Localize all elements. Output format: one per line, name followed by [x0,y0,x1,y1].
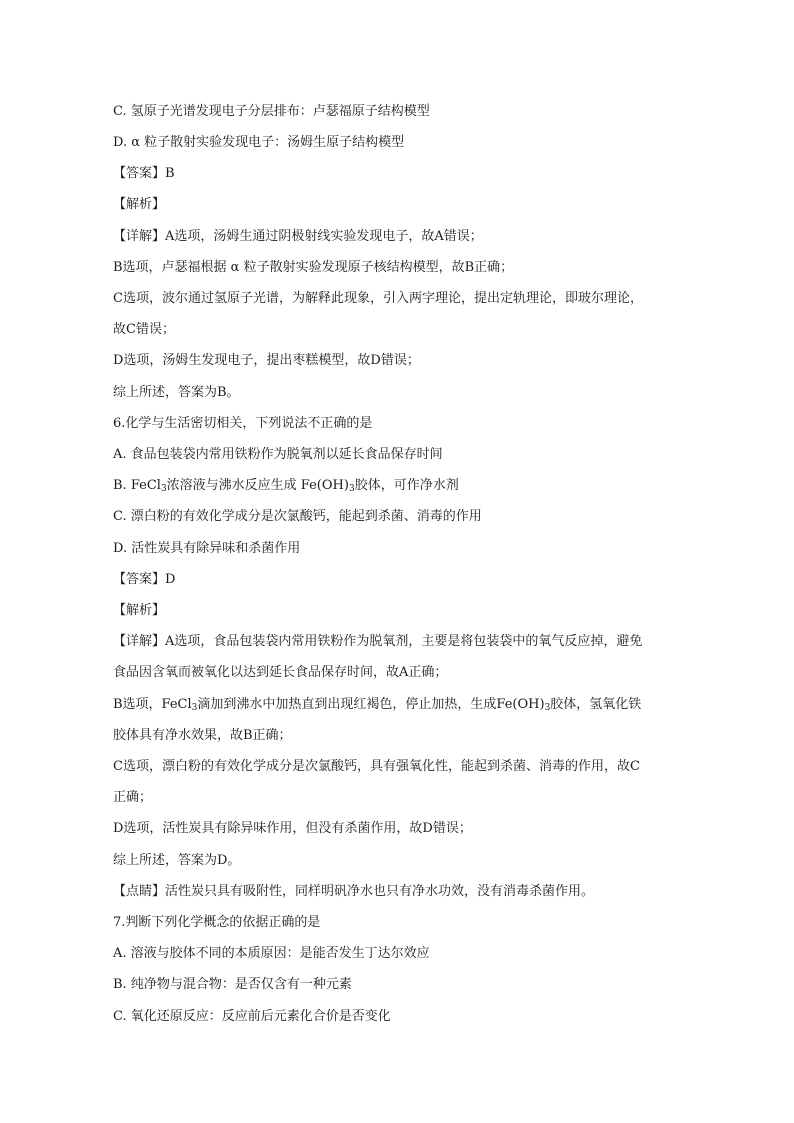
q5-detail-line-2: B选项，卢瑟福根据 α 粒子散射实验发现原子核结构模型，故B正确； [113,260,514,275]
q6-option-a: A. 食品包装袋内常用铁粉作为脱氧剂以延长食品保存时间 [113,447,443,462]
q6-detail-line-4: 胶体具有净水效果，故B正确； [113,728,292,743]
q6-option-b-subscript-2: 3 [348,484,355,494]
q7-stem: 7.判断下列化学概念的依据正确的是 [113,915,321,930]
q7-option-b: B. 纯净物与混合物：是否仅含有一种元素 [113,977,352,992]
q6-option-b-part-3: 胶体，可作净水剂 [354,478,459,493]
q6-option-b-subscript-1: 3 [160,484,167,494]
q7-option-c: C. 氧化还原反应：反应前后元素化合价是否变化 [113,1009,391,1024]
q5-detail-line-5: D选项，汤姆生发现电子，提出枣糕模型，故D错误； [113,353,420,368]
q5-option-d: D. α 粒子散射实验发现电子：汤姆生原子结构模型 [113,135,405,150]
q6-detail-line-2: 食品因含氧而被氧化以达到延长食品保存时间，故A正确； [113,665,448,680]
q6-option-d: D. 活性炭具有除异味和杀菌作用 [113,541,301,556]
q6-analysis-heading: 【解析】 [113,603,166,618]
q6-summary: 综上所述，答案为D。 [113,853,241,868]
q6-note: 【点睛】活性炭只具有吸附性，同样明矾净水也只有净水功效，没有消毒杀菌作用。 [113,884,595,899]
q6-detail-line-1: 【详解】A选项，食品包装袋内常用铁粉作为脱氧剂，主要是将包装袋中的氧气反应掉，避免 [113,634,643,649]
q7-option-a: A. 溶液与胶体不同的本质原因：是能否发生丁达尔效应 [113,946,430,961]
q6-option-b-part-2: 浓溶液与沸水反应生成 Fe(OH) [166,478,349,493]
q5-analysis-heading: 【解析】 [113,197,166,212]
q5-option-c: C. 氢原子光谱发现电子分层排布：卢瑟福原子结构模型 [113,104,430,119]
q6-stem: 6.化学与生活密切相关，下列说法不正确的是 [113,416,373,431]
q6-option-b [113,477,459,495]
q6-answer: 【答案】D [113,572,176,587]
q6-detail-3-subscript-2: 3 [544,703,551,713]
q5-summary: 综上所述，答案为B。 [113,385,240,400]
q6-option-b-part-1: B. FeCl [113,478,161,493]
q6-detail-3-part-1: B选项，FeCl [113,697,192,712]
q6-option-c: C. 漂白粉的有效化学成分是次氯酸钙，能起到杀菌、消毒的作用 [113,509,482,524]
q6-detail-line-7: D选项，活性炭具有除异味作用，但没有杀菌作用，故D错误； [113,821,472,836]
q6-detail-line-5: C选项，漂白粉的有效化学成分是次氯酸钙，具有强氧化性，能起到杀菌、消毒的作用，故C [113,759,640,774]
q5-detail-line-3: C选项，波尔通过氢原子光谱，为解释此现象，引入两字理论，提出定轨理论，即玻尔理论， [113,291,643,306]
q6-detail-line-6: 正确； [113,790,153,805]
q5-detail-line-1: 【详解】A选项，汤姆生通过阴极射线实验发现电子，故A错误； [113,229,483,244]
q5-answer: 【答案】B [113,166,175,181]
q5-detail-line-4: 故C错误； [113,322,175,337]
q6-detail-3-subscript-1: 3 [191,703,198,713]
q6-detail-3-part-3: 胶体，氢氧化铁 [550,697,642,712]
q6-detail-line-3 [113,696,641,714]
q6-detail-3-part-2: 滴加到沸水中加热直到出现红褐色，停止加热，生成Fe(OH) [197,697,545,712]
